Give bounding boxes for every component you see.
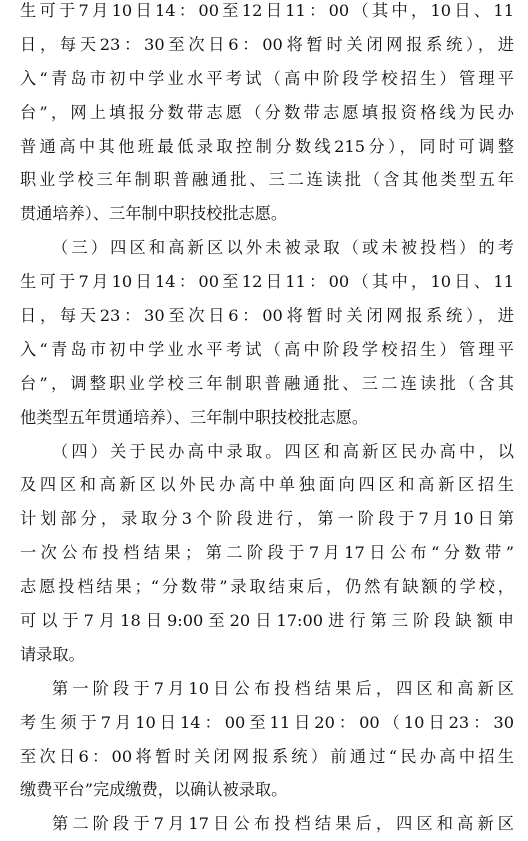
paragraph-first-line: 第一阶段于7月10日公布投档结果后，四区和高新区 (52, 678, 514, 698)
text-line: 普通高中其他班最低录取控制分数线215分），同时可调整 (20, 136, 514, 156)
paragraph-first-line: 第二阶段于7月17日公布投档结果后，四区和高新区 (52, 814, 514, 834)
text-line: 入“青岛市初中学业水平考试（高中阶段学校招生）管理平 (20, 339, 514, 359)
text-line: 入“青岛市初中学业水平考试（高中阶段学校招生）管理平 (20, 68, 514, 88)
text-line: 贯通培养）、三年制中职技校批志愿。 (20, 204, 288, 224)
text-line: 台”，网上填报分数带志愿（分数带志愿填报资格线为民办 (20, 102, 514, 122)
text-line: 生可于7月10日14：00至12日11：00（其中，10日、11 (20, 1, 514, 20)
text-line: 志愿投档结果；“分数带”录取结束后，仍然有缺额的学校， (20, 577, 514, 597)
text-line: 他类型五年贯通培养）、三年制中职技校批志愿。 (20, 407, 369, 427)
text-line: 日，每天23：30至次日6：00将暂时关闭网报系统），进 (20, 34, 514, 54)
text-line: 台”，调整职业学校三年制职普融通批、三二连读批（含其 (20, 373, 514, 393)
text-line: 及四区和高新区以外民办高中单独面向四区和高新区招生 (20, 475, 514, 495)
paragraph-first-line: （三）四区和高新区以外未被录取（或未被投档）的考 (52, 238, 514, 258)
text-line: 至次日6：00将暂时关闭网报系统）前通过“民办高中招生 (20, 746, 514, 766)
text-line: 职业学校三年制职普融通批、三二连读批（含其他类型五年 (20, 170, 514, 190)
text-line: 计划部分，录取分3个阶段进行，第一阶段于7月10日第 (20, 509, 514, 529)
text-line: 可以于7月18日9:00至20日17:00进行第三阶段缺额申 (20, 611, 514, 631)
paragraph-first-line: （四）关于民办高中录取。四区和高新区民办高中，以 (52, 441, 514, 461)
text-line: 生可于7月10日14：00至12日11：00（其中，10日、11 (20, 272, 514, 292)
text-line: 缴费平台”完成缴费，以确认被录取。 (20, 780, 288, 800)
text-line: 日，每天23：30至次日6：00将暂时关闭网报系统），进 (20, 306, 514, 326)
text-line: 考生须于7月10日14：00至11日20：00（10日23：30 (20, 712, 514, 732)
text-line: 一次公布投档结果；第二阶段于7月17日公布“分数带” (20, 543, 514, 563)
text-line: 请录取。 (20, 644, 85, 664)
